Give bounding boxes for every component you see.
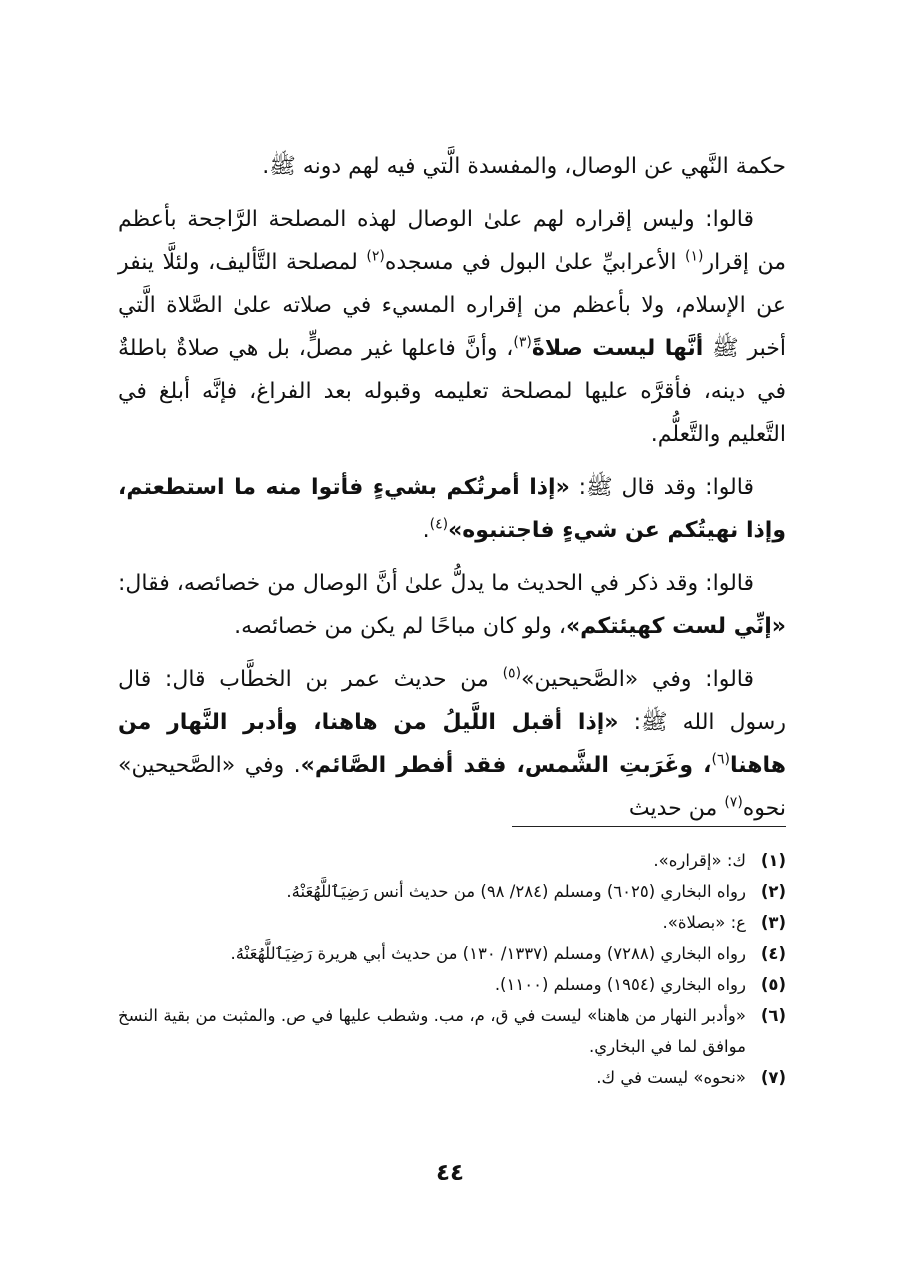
footnote-number: (٤) — [760, 944, 786, 963]
footnote-ref-3[interactable]: (٣) — [513, 334, 532, 351]
footnote-text: «نحوه» ليست في ك. — [596, 1068, 746, 1087]
footnote-ref-5[interactable]: (٥) — [502, 665, 522, 682]
footnote-text: رواه البخاري (٦٠٢٥) ومسلم (٢٨٤/ ٩٨) من حديث أنس رَضِيَٱللَّهُعَنْهُ. — [286, 882, 746, 901]
footnote-text: ع: «بصلاة». — [662, 913, 746, 932]
footnote-6 — [118, 1000, 786, 1062]
footnote-7 — [118, 1062, 786, 1093]
paragraph-5-text-b: من حديث عمر بن الخطَّاب قال: قال رسول الله ﷺ: — [118, 667, 786, 735]
hadith-quote-3b: ، وغَرَبتِ الشَّمس، فقد أفطر الصَّائم» — [300, 753, 712, 778]
paragraph-4-text-c: ، ولو كان مباحًا لم يكن من خصائصه. — [234, 614, 566, 639]
page-number: ٤٤ — [435, 1160, 465, 1186]
footnote-number: (١) — [760, 851, 786, 870]
paragraph-5-text-f: من حديث — [628, 796, 718, 821]
footnote-text: «وأدبر النهار من هاهنا» ليست في ق، م، مب. وشطب عليها في ص. والمثبت من بقية النسخ موافق لما في البخاري. — [118, 1006, 746, 1056]
paragraph-5 — [118, 658, 786, 830]
footnotes — [118, 845, 786, 1093]
footnote-number: (٣) — [760, 913, 786, 932]
footnote-4 — [118, 938, 786, 969]
paragraph-2-text-c: لمصلحة التَّأليف، ولئلَّا ينفر عن الإسلام، ولا بأعظم من إقراره المسيء في صلاته علىٰ الصَّلاة الَّتي أخبر ﷺ — [118, 250, 786, 361]
paragraph-2-text-b: الأعرابيِّ علىٰ البول في مسجده — [384, 250, 677, 275]
footnote-divider — [512, 826, 786, 827]
paragraph-2-text-d: أنَّها ليست صلاةً — [531, 336, 704, 361]
footnote-ref-4[interactable]: (٤) — [429, 516, 449, 533]
hadith-quote-3a: «إذا أقبل اللَّيلُ من هاهنا، وأدبر النَّهار من هاهنا — [118, 710, 786, 778]
hadith-quote-1: «إذا أمرتُكم بشيءٍ فأتوا منه ما استطعتم، وإذا نهيتُكم عن شيءٍ فاجتنبوه» — [118, 475, 786, 543]
footnote-3 — [118, 907, 786, 938]
footnote-text: رواه البخاري (٧٢٨٨) ومسلم (١٣٣٧/ ١٣٠) من حديث أبي هريرة رَضِيَٱللَّهُعَنْهُ. — [230, 944, 746, 963]
footnote-text: ك: «إقراره». — [653, 851, 746, 870]
hadith-quote-2: «إنِّي لست كهيئتكم» — [565, 614, 786, 639]
footnote-ref-1[interactable]: (١) — [684, 248, 704, 265]
paragraph-1-text: حكمة النَّهي عن الوصال، والمفسدة الَّتي فيه لهم دونه ﷺ. — [262, 154, 786, 179]
footnote-number: (٥) — [760, 975, 786, 994]
paragraph-5-text-a: قالوا: وفي «الصَّحيحين» — [521, 667, 754, 692]
footnote-1 — [118, 845, 786, 876]
paragraph-3 — [118, 466, 786, 552]
paragraph-4-text-a: قالوا: وقد ذكر في الحديث ما يدلُّ علىٰ أنَّ الوصال من خصائصه، فقال: — [118, 571, 754, 596]
paragraph-1 — [118, 145, 786, 188]
footnote-ref-2[interactable]: (٢) — [366, 248, 385, 265]
footnote-text: رواه البخاري (١٩٥٤) ومسلم (١١٠٠). — [494, 975, 746, 994]
paragraph-2-text-a: قالوا: وليس إقراره لهم علىٰ الوصال لهذه المصلحة الرَّاجحة بأعظم من إقرار — [118, 207, 787, 275]
footnote-5 — [118, 969, 786, 1000]
footnote-number: (٦) — [760, 1006, 786, 1025]
paragraph-2-text-e: ، وأنَّ فاعلها غير مصلٍّ، بل هي صلاةٌ باطلةٌ في دينه، فأقرَّه عليها لمصلحة تعليمه وقبوله بعد الفراغ، فإنَّه أبلغ في التَّعليم والتَّعلُّم. — [118, 336, 786, 447]
footnote-number: (٢) — [760, 882, 786, 901]
footnote-number: (٧) — [760, 1068, 786, 1087]
footnote-ref-7[interactable]: (٧) — [724, 794, 743, 811]
footnote-2 — [118, 876, 786, 907]
paragraph-5-text-e: . وفي «الصَّحيحين» نحوه — [118, 753, 786, 821]
paragraph-2 — [118, 198, 786, 456]
paragraph-3-text-a: قالوا: وقد قال ﷺ: — [578, 475, 754, 500]
paragraph-3-text-c: . — [422, 518, 430, 543]
main-text — [118, 145, 786, 840]
paragraph-4 — [118, 562, 786, 648]
footnote-ref-6[interactable]: (٦) — [711, 751, 730, 768]
